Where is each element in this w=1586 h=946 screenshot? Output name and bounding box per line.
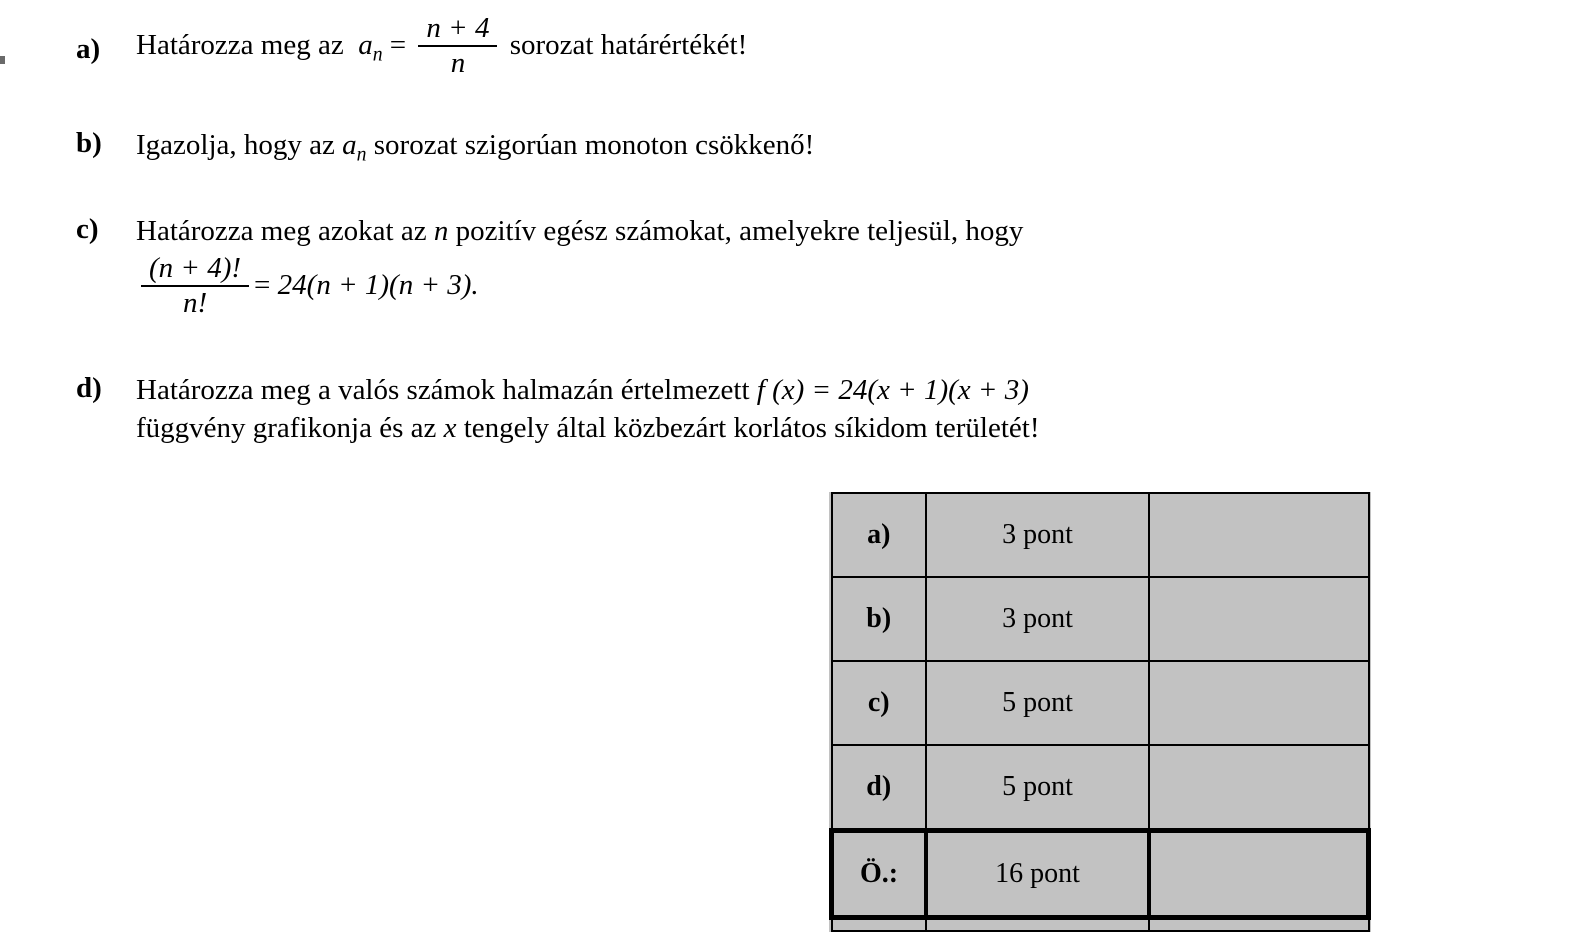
- fraction-c-numerator: (n + 4)!: [149, 252, 242, 284]
- score-total-row: [832, 831, 1369, 918]
- problem-item-b-label: b): [76, 127, 102, 159]
- score-row-a-part: a): [832, 493, 927, 577]
- problem-item-b-text-after: sorozat szigorúan monoton csökkenő!: [373, 129, 815, 161]
- problem-item-d-body: [136, 371, 1376, 447]
- score-total-label: Ö.:: [832, 831, 927, 918]
- problem-item-d: [76, 371, 1376, 447]
- score-total-blank[interactable]: [1149, 831, 1369, 918]
- score-row-a-points: 3 pont: [926, 493, 1149, 577]
- score-row-c-points: 5 pont: [926, 661, 1149, 745]
- equals-sign: =: [389, 28, 407, 61]
- variable-n-c: n: [433, 215, 449, 247]
- sequence-subscript-b: n: [356, 143, 367, 166]
- score-row-c-blank[interactable]: [1149, 661, 1369, 745]
- problem-item-d-line2: [136, 409, 1376, 447]
- score-row-c-part: c): [832, 661, 927, 745]
- score-row-b-blank[interactable]: [1149, 577, 1369, 661]
- problem-item-d-line2-before: függvény grafikonja és az: [136, 412, 437, 444]
- equation-c-right-side: 24(n + 1)(n + 3).: [277, 268, 479, 301]
- problem-item-b: [76, 126, 1376, 173]
- sequence-subscript: n: [372, 43, 383, 66]
- fraction-a-denominator: n: [418, 45, 497, 79]
- problem-item-a-formula: [358, 14, 502, 81]
- score-table-body: [832, 493, 1369, 931]
- problem-item-a-text-before: Határozza meg az: [136, 28, 344, 61]
- fraction-a: [418, 13, 497, 80]
- score-row-d-blank[interactable]: [1149, 745, 1369, 831]
- score-stub-part: [832, 918, 927, 932]
- problem-item-c-equation: [136, 254, 1376, 321]
- table-row: [832, 493, 1369, 577]
- problem-item-a-body: [136, 14, 1376, 81]
- page-edge-artifact: [0, 56, 5, 64]
- table-row: [832, 745, 1369, 831]
- problem-item-a-label: a): [76, 33, 101, 65]
- variable-x-d: x: [443, 412, 457, 444]
- sequence-variable: a: [358, 28, 373, 61]
- problem-item-a-text-after: sorozat határértékét!: [509, 28, 748, 61]
- equals-sign-c: =: [254, 268, 271, 301]
- problem-item-c-text-after: pozitív egész számokat, amelyekre teljesül, hogy: [455, 215, 1024, 247]
- score-row-b-part: b): [832, 577, 927, 661]
- problem-item-c: [76, 212, 1376, 321]
- problem-item-b-text-before: Igazolja, hogy az: [136, 129, 335, 161]
- fraction-c-denominator: n!: [141, 285, 249, 319]
- score-table-next-row-stub: [832, 918, 1369, 932]
- sequence-variable-b: a: [342, 129, 357, 161]
- score-row-b-points: 3 pont: [926, 577, 1149, 661]
- score-table: [829, 492, 1371, 932]
- table-row: [832, 577, 1369, 661]
- score-row-d-points: 5 pont: [926, 745, 1149, 831]
- fraction-c: [141, 253, 249, 320]
- score-row-a-blank[interactable]: [1149, 493, 1369, 577]
- fraction-a-numerator: n + 4: [426, 12, 490, 44]
- problem-item-d-line2-after: tengely által közbezárt korlátos síkidom területét!: [463, 412, 1040, 444]
- problem-item-d-line1-text: Határozza meg a valós számok halmazán értelmezett: [136, 374, 750, 406]
- score-total-points: 16 pont: [926, 831, 1149, 918]
- score-stub-blank: [1149, 918, 1369, 932]
- problem-item-c-text-before: Határozza meg azokat az: [136, 215, 427, 247]
- problem-item-d-label: d): [76, 372, 102, 404]
- score-row-d-part: d): [832, 745, 927, 831]
- problem-item-c-line1: [136, 212, 1376, 250]
- problem-item-a: [76, 14, 1376, 81]
- problem-item-c-label: c): [76, 213, 99, 245]
- problem-item-d-function: f (x) = 24(x + 1)(x + 3): [756, 374, 1029, 406]
- problem-item-b-body: [136, 126, 1376, 173]
- score-stub-points: [926, 918, 1149, 932]
- table-row: [832, 661, 1369, 745]
